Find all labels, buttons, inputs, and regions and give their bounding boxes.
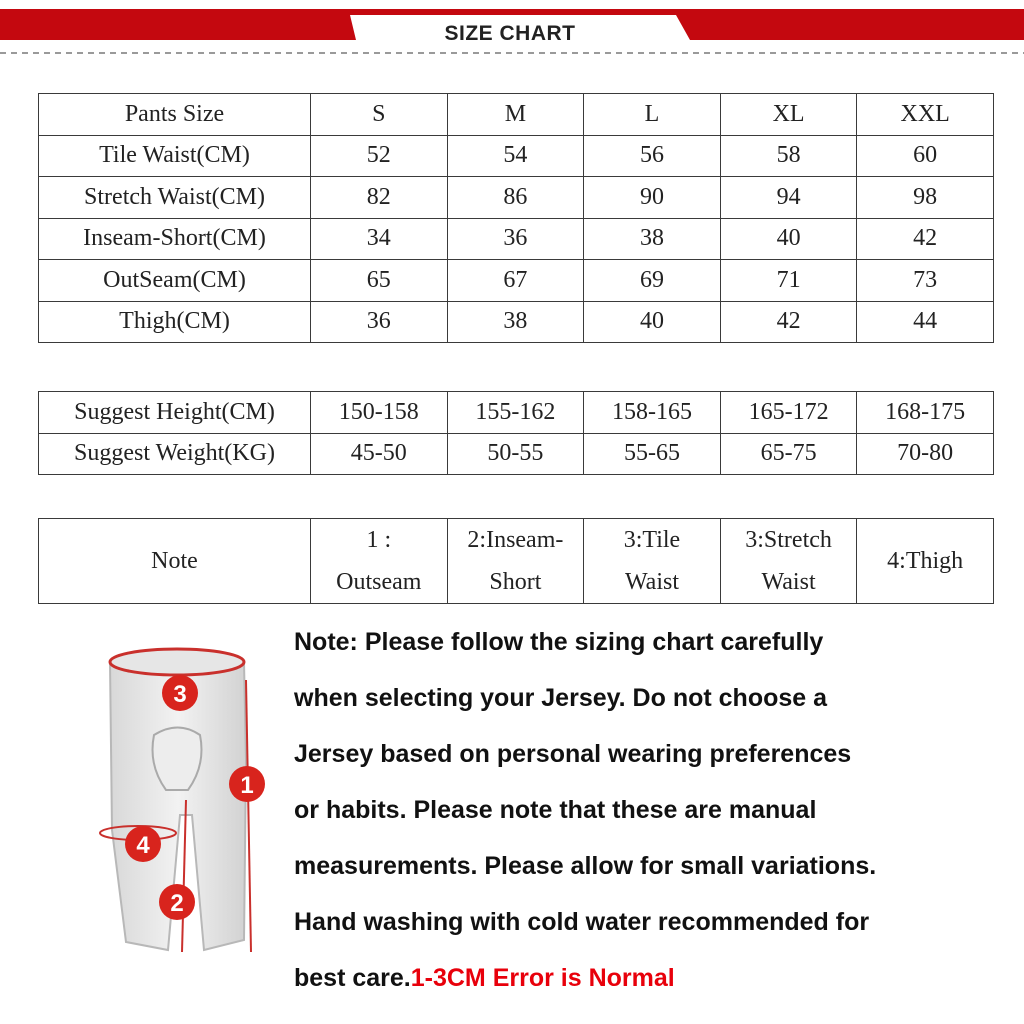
table-cell: 67 [447,260,584,302]
note-cell-line: 2:Inseam- [467,527,564,553]
table-header-cell: L [584,94,721,136]
size-table [38,93,994,343]
table-row [39,135,994,177]
note-cell [447,519,584,604]
table-cell: 38 [584,218,721,260]
table-cell: 56 [584,135,721,177]
table-header-cell: M [447,94,584,136]
table-row [39,392,994,434]
table-cell: 86 [447,177,584,219]
table-header-row [39,94,994,136]
table-cell: 54 [447,135,584,177]
table-cell: 36 [311,301,448,343]
table-cell: 70-80 [857,433,994,475]
table-row [39,519,994,604]
table-cell: 65-75 [720,433,857,475]
note-cell-line: Outseam [336,569,422,595]
table-row [39,260,994,302]
cycling-shorts-icon [96,640,276,970]
note-line: Hand washing with cold water recommended for [294,908,870,936]
header-banner [0,0,1024,70]
table-header-cell: S [311,94,448,136]
note-cell [311,519,448,604]
table-cell: 71 [720,260,857,302]
table-cell: 60 [857,135,994,177]
row-label: Stretch Waist(CM) [39,177,311,219]
row-label: OutSeam(CM) [39,260,311,302]
note-cell [857,519,994,604]
table-cell: 44 [857,301,994,343]
row-label: Note [39,519,311,604]
row-label: Inseam-Short(CM) [39,218,311,260]
table-header-cell: Pants Size [39,94,311,136]
note-line-text: best care. [294,964,411,992]
table-cell: 150-158 [311,392,448,434]
note-cell-line: 1 : [366,527,392,553]
badge-1 [229,766,265,802]
row-label: Suggest Height(CM) [39,392,311,434]
table-cell: 58 [720,135,857,177]
note-cell-line: 4:Thigh [887,548,964,574]
note-cell [584,519,721,604]
page-title: SIZE CHART [444,22,576,45]
badge-number: 4 [136,832,150,859]
note-line [294,950,1014,1006]
note-line: when selecting your Jersey. Do not choose a [294,684,828,712]
row-label: Tile Waist(CM) [39,135,311,177]
table-cell: 52 [311,135,448,177]
table-cell: 155-162 [447,392,584,434]
table-cell: 40 [720,218,857,260]
suggest-table [38,391,994,475]
table-row [39,433,994,475]
badge-2 [159,884,195,920]
table-cell: 42 [720,301,857,343]
badge-3 [162,675,198,711]
table-cell: 165-172 [720,392,857,434]
table-cell: 50-55 [447,433,584,475]
table-row [39,177,994,219]
table-row [39,218,994,260]
note-cell-line: 3:Stretch [745,527,832,553]
table-cell: 38 [447,301,584,343]
table-cell: 42 [857,218,994,260]
table-header-cell: XXL [857,94,994,136]
table-cell: 34 [311,218,448,260]
note-cell-line: Short [489,569,542,595]
badge-number: 2 [170,890,184,917]
error-note: 1-3CM Error is Normal [410,964,675,992]
table-cell: 40 [584,301,721,343]
table-cell: 65 [311,260,448,302]
sizing-note [294,614,1014,1006]
badge-number: 1 [240,772,254,799]
table-cell: 45-50 [311,433,448,475]
note-line: Note: Please follow the sizing chart carefully [294,628,824,656]
table-cell: 94 [720,177,857,219]
table-cell: 168-175 [857,392,994,434]
table-cell: 36 [447,218,584,260]
note-cell [720,519,857,604]
table-row [39,301,994,343]
note-line: measurements. Please allow for small variations. [294,852,877,880]
table-cell: 90 [584,177,721,219]
note-cell-line: 3:Tile [623,527,681,553]
table-cell: 55-65 [584,433,721,475]
note-line: Jersey based on personal wearing preferences [294,740,852,768]
badge-4 [125,826,161,862]
table-cell: 158-165 [584,392,721,434]
table-cell: 73 [857,260,994,302]
table-cell: 98 [857,177,994,219]
note-cell-line: Waist [624,569,680,595]
table-cell: 69 [584,260,721,302]
row-label: Suggest Weight(KG) [39,433,311,475]
note-line: or habits. Please note that these are manual [294,796,817,824]
badge-number: 3 [173,681,187,708]
table-cell: 82 [311,177,448,219]
note-cell-line: Waist [761,569,816,595]
row-label: Thigh(CM) [39,301,311,343]
note-table [38,518,994,604]
table-header-cell: XL [720,94,857,136]
